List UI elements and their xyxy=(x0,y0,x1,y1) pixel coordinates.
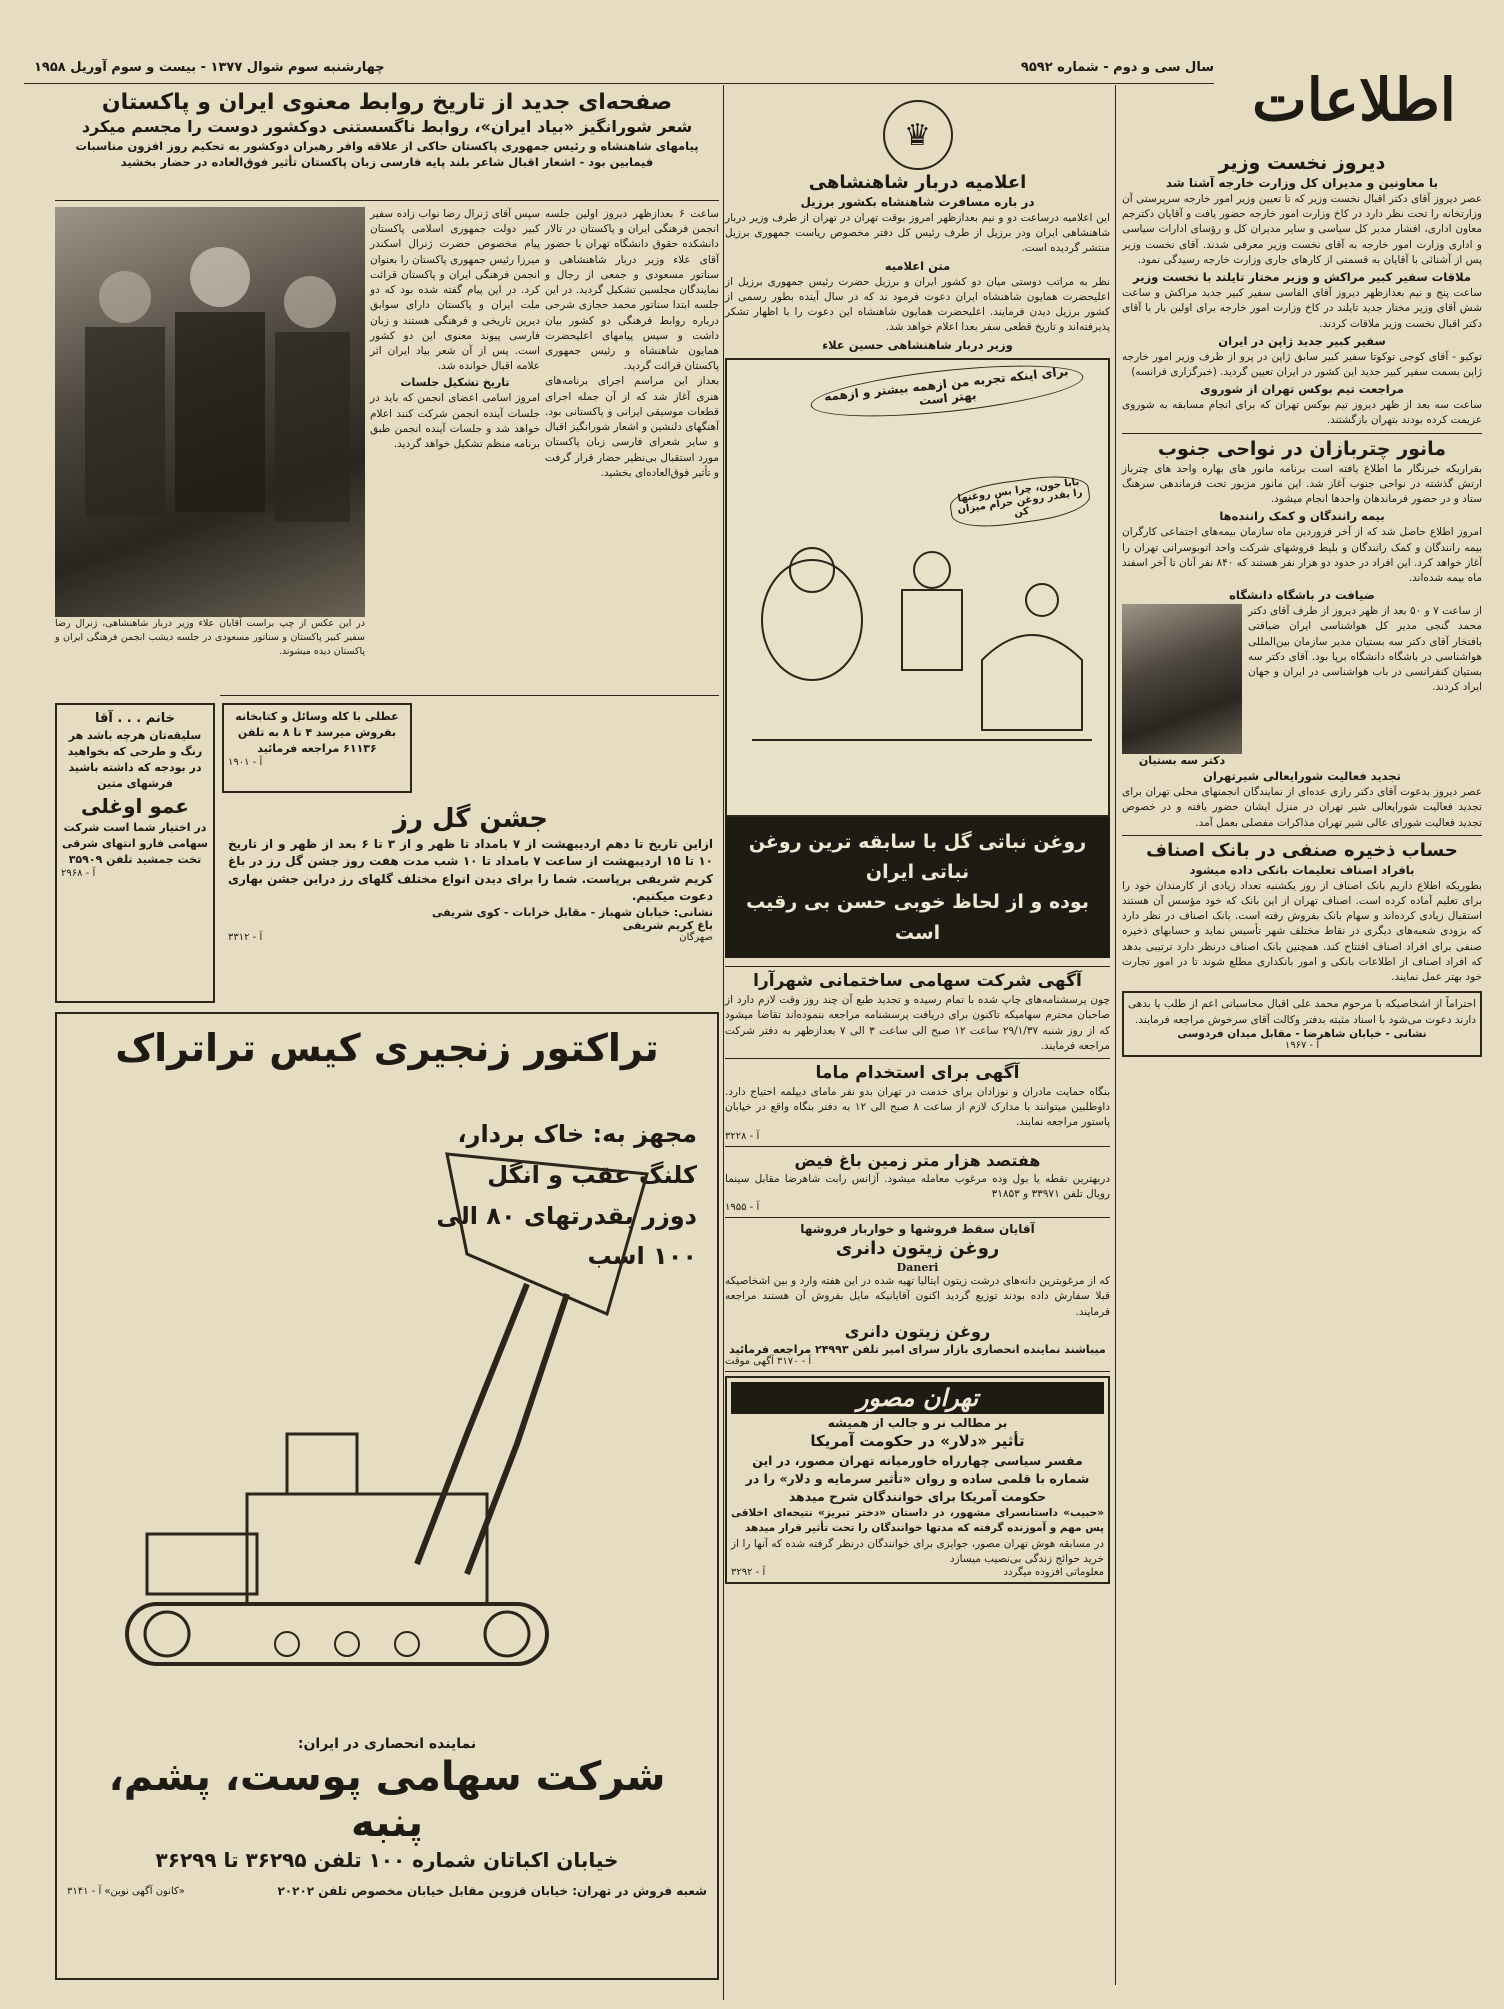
notice-ref: آ - ۱۹۶۷ xyxy=(1284,1039,1320,1051)
rose-ad xyxy=(222,800,719,1012)
oil-ad-line1: روغن نباتی گل با سابقه ترین روغن نباتی ایران xyxy=(748,830,1087,883)
pakistan-head1: صفحه‌ای جدید از تاریخ روابط معنوی ایران و پاکستان xyxy=(101,90,673,115)
magazine-ref: آ - ۳۲۹۲ xyxy=(731,1566,766,1578)
tractor-agent: نماینده انحصاری در ایران: xyxy=(297,1736,477,1752)
furs-head: خانم . . . آقا xyxy=(94,711,176,726)
peru-body: توکیو - آقای کوجی توکوتا سفیر کبیر سابق ژاپن در پرو از طرف وزیر امور خارجه ژاپن بسمت سفیر کبیر جدید این کشور در ایران تعیین گردید. (خبرگزاری فرانسه) xyxy=(1122,350,1482,378)
pakistan-article3: بعداز این مراسم اجرای برنامه‌های هنری آغاز شد که از آن جمله اجرای قطعات موسیقی ایرانی و پاکستانی بود. آهنگهای دلنشین و اشعار شورانگیز اقبال و سایر شعرای فارسی زبان پاکستان مورد استقبال بی‌نظیر حضار قرار گرفت و تأثیر فوق‌العاده‌ای بخشید. xyxy=(545,375,719,479)
drivers-body: امروز اطلاع حاصل شد که از آخر فروردین ماه سازمان بیمه‌های اجتماعی کارگران بیمه رانندگان و کمک رانندگان و بلیط فروشهای شرکت واحد اتوبوسرانی تهران را آغاز خواهد کرد. این افراد در حدود دو هزار نفر هستند که ۸۴۰ نفر آنان تا آخر اسفند ماه بیمه شده‌اند. xyxy=(1122,526,1482,584)
furs-body: سلیقه‌تان هرچه باشد هر رنگ و طرحی که بخواهید در بودجه که داشته باشید فرشهای متین xyxy=(67,729,203,790)
notice-address: نشانی - خیابان شاهرضا - مقابل میدان فردوسی xyxy=(1177,1027,1427,1040)
maneuver-body: بقراریکه خبرنگار ما اطلاع یافته است برنامه مانور های بهاره واحد های چترباز ارتش گذشته در نواحی جنوب آغاز شد. این مانور مزبور تحت فرماندهی سرهنگ ستاد و در حضور فرماندهان واحدها انجام میشود. xyxy=(1122,462,1482,506)
bank-headline: حساب ذخیره صنفی در بانک اصناف xyxy=(1146,839,1458,861)
center-column xyxy=(725,100,1110,1980)
rose-phone: صهرگان xyxy=(679,931,713,943)
cartoon-drawing xyxy=(732,510,1102,760)
decree-signature: وزیر دربار شاهنشاهی حسین علاء xyxy=(822,337,1013,352)
magazine-ad xyxy=(725,1376,1110,1584)
hire-body: بنگاه حمایت مادران و نوزادان برای خدمت در تهران بدو نفر مامای دیپلمه احتیاج دارد. داوطلبین میتوانند با مدارک لازم از ساعت ۸ صبح الی ۱۲ به دفتر بنگاه واقع در خیابان پاستور مراجعه نمایند. xyxy=(725,1085,1110,1129)
decree-title: اعلامیه دربار شاهنشاهی xyxy=(808,172,1027,193)
furs-ad xyxy=(55,703,215,1003)
tractor-branch: شعبه فروش در تهران: خیابان قزوین مقابل خیابان مخصوص تلفن ۲۰۲۰۲ xyxy=(277,1884,707,1898)
magazine-title: تهران مصور xyxy=(731,1382,1104,1414)
magazine-sub1: بر مطالب نر و جالب از همیشه xyxy=(827,1415,1008,1430)
furs-ref: آ - ۲۹۶۸ xyxy=(61,867,96,879)
magazine-footer: معلوماتی افزوده میگردد xyxy=(1003,1566,1104,1578)
oil-en-brand: Daneri xyxy=(896,1261,939,1275)
masthead-logo: اطلاعات xyxy=(1252,66,1456,134)
peru-head: سفیر کبیر جدید ژاپن در ایران xyxy=(1218,333,1386,348)
furs-body2: در اختیار شما است شرکت سهامی فارو انتهای شرقی تخت جمشید تلفن ۳۵۹۰۹ xyxy=(62,820,208,866)
share-body: چون پرسشنامه‌های چاپ شده با تمام رسیده و تجدید طبع آن چند روز وقت لازم دارد از صاحبان محترم سهامیکه تاکنون برای دریافت پرسشنامه مراجعه ننموده‌اند تقاضا میشود که از روز شنبه ۲۹/۱/۳۷ ساعت ۱۲ صبح الی ساعت ۳ الی ۷ بعدازظهر به دفتر شرکت مراجعه فرمایند. xyxy=(725,994,1111,1052)
oil-body: که از مرغوبترین دانه‌های درشت زیتون ایتالیا تهیه شده در این هفته وارد و بین اشخاصیکه قبلا سفارش داده بودند توزیع گردید اکنون آقایانیکه مایل بفروش آن هستند مراجعه فرمایند. xyxy=(725,1275,1110,1318)
rose-body: ازاین تاریخ تا دهم اردیبهشت از ۷ بامداد تا ظهر و از ۳ تا ۶ بعد از ظهر و از تاریخ ۱۰ تا ۱۵ اردیبهشت از ساعت ۷ بامداد تا ۱۰ شب مدت هفت روز جشن گل رز در باغ کریم شریفی برپاست. شما را برای دیدن انواع مختلف گلهای رز دراین جشن بهاری دعوت میکنیم. xyxy=(228,837,714,904)
magazine-contest: در مسابقه هوش تهران مصور، جوایزی برای خوانندگان درنظر گرفته شده که آنها را از خرید حوائج زندگی بی‌نصیب میسازد xyxy=(731,1537,1104,1565)
sebastian-caption: دکتر سه بستیان xyxy=(1138,754,1226,768)
pakistan-head2: شعر شورانگیز «بیاد ایران»، روابط ناگسستنی دوکشور دوست را مجسم میکرد xyxy=(81,117,693,136)
sebastian-body: از ساعت ۷ و ۵۰ بعد از ظهر دیروز از طرف آقای دکتر محمد گنجی مدیر کل هواشناسی ایران ضیافتی بافتخار آقای دکتر سه بستیان مدیر سازمان بین‌المللی هواشناسی در باشگاه دانشگاه برپا بود. آقای دکتر سه بستیان کنفرانسی در باب هواشناسی در ایران و جهان ایراد کردند. xyxy=(1248,605,1482,694)
rose-address: نشانی: خیابان شهباز - مقابل خرابات - کوی شریفی xyxy=(432,905,713,919)
notice-text: احتراماً از اشخاصیکه با مرحوم محمد علی اقبال محاسباتی اعم از طلب یا بدهی دارند دعوت می‌شود با اسناد مثبته بدفتر وکالت آقای سرخوش مراجعه فرمایند. xyxy=(1128,998,1476,1026)
cartoon-ad xyxy=(725,358,1110,817)
shop-ref: آ - ۱۹۰۱ xyxy=(228,756,263,768)
shop-body: عطلی با کله وسائل و کتابخانه بفروش میرسد ۴ تا ۸ به تلفن ۶۱۱۳۶ مراجعه فرمائید xyxy=(235,710,399,755)
ussr-body: ساعت سه بعد از ظهر دیروز تیم بوکس تهران که برای انجام مسابقه به شوروی عزیمت کرده بودند بتهران بازگشتند. xyxy=(1122,399,1482,427)
decree-text-head: متن اعلامیه xyxy=(884,258,951,273)
pakistan-article1: ساعت ۶ بعدازظهر دیروز اولین جلسه انجمن فرهنگی ایران و پاکستان در تالار دانشکده حقوق دانشگاه تهران با حضور آقای علاء وزیر دربار شاهنشاهی و سناتور مسعودی و جمعی از رجال و نمایندگان مجلسین تشکیل گردید. در این جلسه ابتدا سناتور محمد حجازی شرحی درباره روابط فرهنگی دو کشور بیان داشت و سپس پیامهای اعلیحضرت همایون شاهنشاه و رئیس جمهوری پاکستان قرائت گردید. xyxy=(545,208,719,373)
tractor-illustration xyxy=(87,1134,687,1714)
masthead-date: چهارشنبه سوم شوال ۱۳۷۷ - بیست و سوم آوریل ۱۹۵۸ xyxy=(34,60,385,75)
maneuver-headline: مانور چتربازان در نواحی جنوب xyxy=(1157,437,1447,460)
decree-subtitle: در باره مسافرت شاهنشاه بکشور برزیل xyxy=(800,195,1035,209)
cartoon-bubble: برای اینکه تجربه من ازهمه بیشتر و ازهمه بهتر است xyxy=(809,355,1086,425)
history-head: تاریخ تشکیل جلسات xyxy=(400,376,510,390)
pakistan-article2: سپس آقای ژنرال رضا نواب زاده سفیر کبیر دولت جمهوری اسلامی پاکستان پیام مخصوص حضرت ژنرال اسکندر میرزا رئیس جمهوری پاکستان را بعنوان انجمن فرهنگی ایران و پاکستان قرائت کرد. در این پیام گفته شده بود که دو ملت ایران و پاکستان دارای سوابق دیرین تاریخی و فرهنگی هستند و زبان فارسی پیوند معنوی این دو کشور است. پس از آن شعر بیاد ایران اثر علامه اقبال خوانده شد. xyxy=(370,208,540,373)
furs-brand: عمو اوغلی xyxy=(81,793,189,818)
oil-brand2: روغن زیتون دانری xyxy=(844,1321,991,1341)
amb-head: ملاقات سفیر کبیر مراکش و وزیر مختار تایلند با نخست وزیر xyxy=(1133,270,1471,285)
oil-brand: روغن زیتون دانری xyxy=(835,1238,1000,1260)
regional-head: تجدید فعالیت شورایعالی شیرتهران xyxy=(1203,769,1401,784)
regional-body: عصر دیروز بدعوت آقای دکتر رازی عده‌ای از نمایندگان انجمنهای محلی تهران برای تجدید فعالیت شورایعالی شیر تهران در منزل ایشان حضور یافته و در خصوص تجدید فعالیت شورای عالی شیر تهران مذاکرات مفصلی بعمل آمد. xyxy=(1122,786,1482,829)
pakistan-head3: پیامهای شاهنشاه و رئیس جمهوری پاکستان حاکی از علاقه وافر رهبران دوکشور به تحکیم روز افزون مناسبات فیمابین بود - اشعار اقبال شاعر بلند پایه فارسی زبان پاکستان تأثیر فوق‌العاده در حضار بخشید xyxy=(75,139,699,170)
pakistan-photo xyxy=(55,207,365,617)
history-body: امروز اسامی اعضای انجمن که باید در جلسات آینده انجمن شرکت کنند اعلام خواهد شد و جلسات آینده انجمن طبق برنامه منظم تشکیل خواهد گردید. xyxy=(370,392,540,451)
tractor-company: شرکت سهامی پوست، پشم، پنبه xyxy=(108,1754,666,1846)
tractor-equipment: مجهز به: خاک بردار، کلنگ عقب و انگل دوزر بقدرتهای ۸۰ الی ۱۰۰ اسب xyxy=(436,1120,697,1271)
sebastian-head: ضیافت در باشگاه دانشگاه xyxy=(1229,588,1375,603)
decree-text: نظر به مراتب دوستی میان دو کشور ایران و برزیل حضرت رئیس جمهوری برزیل از اعلیحضرت همایون شاهنشاه ایران دعوت فرمود ند که در سال آینده بطور رسمی از کشور برزیل دیدن فرمایند. اعلیحضرت همایون شاهنشاه این دعوت را با اظهار تشکر پذیرفته‌اند و تاریخ قطعی سفر بعدا اعلام خواهد شد. xyxy=(725,275,1110,334)
pm-body: عصر دیروز آقای دکتر اقبال نخست وزیر که تا تعیین وزیر امور خارجه سرپرستی آن وزارتخانه را تحت نظر دارد در کاخ وزارت امور خارجه حضور یافت و آقایان دکترجم معاون اداری، افشار مدیر کل سیاسی و سایر مدیران کل و رؤسای ادارات سیاسی و اداری وزارت امور خارجه به آقای نخست وزیر معرفی شدند. آقای نخست وزیر پس از آشنائی با آقایان به قسمتی از کارهای جاری وزارت خارجه رسیدگی نمود. xyxy=(1122,193,1482,266)
pm-subhead: با معاونین و مدیران کل وزارت خارجه آشنا شد xyxy=(1165,176,1439,190)
bank-subhead: بافراد اصناف تعلیمات بانکی داده میشود xyxy=(1189,862,1415,877)
tractor-address: خیابان اکباتان شماره ۱۰۰ تلفن ۳۶۲۹۵ تا ۳۶۲۹۹ xyxy=(155,1848,619,1872)
land-body: دربهترین نقطه یا بول وده مرغوب معامله میشود. آژانس رابت شاهرضا مقابل سینما رویال تلفن ۳۳۹۷۱ و ۳۱۸۵۳ xyxy=(725,1172,1110,1200)
pm-headline: دیروز نخست وزیر xyxy=(1218,152,1386,174)
crown-emblem-icon: ♛ xyxy=(883,100,953,170)
sebastian-photo xyxy=(1122,604,1242,754)
tractor-ref: «کانون آگهی نوین» آ - ۳۱۴۱ xyxy=(67,1885,185,1897)
pakistan-photo-figures xyxy=(55,207,365,617)
hire-ref: آ - ۳۲۲۸ xyxy=(725,1130,760,1142)
decree-body: این اعلامیه درساعت دو و نیم بعدازظهر امروز بوقت تهران در تهران از طرف وزیر دربار شاهنشاهی ایران ودر برزیل از طرف رئیس کل دفتر مخصوص ریاست جمهوری برزیل منتشر گردیده است. xyxy=(725,212,1110,255)
ussr-head: مراجعت تیم بوکس تهران از شوروی xyxy=(1200,382,1404,397)
magazine-sub2: تأثیر «دلار» در حکومت آمریکا xyxy=(810,1431,1025,1450)
hire-head: آگهی برای استخدام ماما xyxy=(815,1062,1020,1083)
notice-box xyxy=(1122,991,1482,1056)
land-head: هفتصد هزار متر زمین باغ فیض xyxy=(794,1150,1041,1170)
amb-body: ساعت پنج و نیم بعدازظهر دیروز آقای الفاسی سفیر کبیر جدید مراکش و ساعت شش آقای وزیر مختار جدید تایلند در کاخ وزارت امور خارجه برای اولین بار با آقای دکتر اقبال نخست وزیر ملاقات کردند. xyxy=(1122,287,1482,330)
tractor-ad xyxy=(55,1012,719,1980)
pakistan-headline-block xyxy=(55,88,719,198)
rose-ref: آ - ۳۳۱۲ xyxy=(228,931,263,943)
share-head: آگهی شرکت سهامی ساختمانی شهرآرا xyxy=(753,971,1082,992)
shop-ad xyxy=(222,703,412,793)
cartoon-speech: بابا جون، چرا بس روغنها را بقدر روغن حرام میزان کن xyxy=(948,470,1093,532)
tractor-title: تراکتور زنجیری کیس تراتراک xyxy=(115,1026,659,1070)
oil-ref: آ - ۳۱۷۰ آگهی موقت xyxy=(725,1355,812,1367)
land-ref: آ - ۱۹۵۵ xyxy=(725,1202,760,1214)
bank-body: بطوریکه اطلاع داریم بانک اصناف از روز یکشنبه تعداد زیادی از کارمندان خود را برای تعلیم آماده کرده است. اصناف تهران از این بانک که خود مؤسس آن هستند استقبال زیادی کرده‌اند و سهام بانک بفروش رفته است. بانک اصناف در نظر دارد که بزودی شعبه‌های دیگری در نقاط مختلف شهر تأسیس نماید و حسابهای ذخیره صنفی برای افراد اصناف افتتاح کند. همچنین بانک اصناف درنظر دارد ترتیبی بدهد که افراد اصناف از اطلاعات بانکی و امور بانکداری مطلع شوند تا در امور تجارت خود بهتر عمل نمایند. xyxy=(1122,879,1482,984)
drivers-head: بیمه رانندگان و کمک راننده‌ها xyxy=(1219,509,1385,524)
masthead-volume: سال سی و دوم - شماره ۹۵۹۲ xyxy=(1020,60,1214,75)
oil-ad-banner xyxy=(725,817,1110,959)
oil-head1: آقایان سقط فروشها و خواربار فروشها xyxy=(800,1222,1035,1237)
oil-footer: میباشند نماینده انحصاری بازار سرای امیر تلفن ۲۴۹۹۳ مراجعه فرمائید xyxy=(729,1342,1106,1356)
pakistan-photo-caption: در این عکس از چپ براست آقایان علاء وزیر دربار شاهنشاهی، ژنرال رضا سفیر کبیر پاکستان و سناتور مسعودی در جلسه دیشب انجمن فرهنگی ایران و پاکستان دیده میشوند. xyxy=(55,618,365,657)
rose-head: جشن گل رز xyxy=(393,804,548,834)
magazine-lead: مفسر سیاسی چهارراه خاورمیانه تهران مصور، در این شماره با قلمی ساده و روان «تأثیر سرمایه و دلار» را در حکومت آمریکا برای خوانندگان شرح میدهد xyxy=(745,1452,1090,1504)
rose-address2: باغ کریم شریفی xyxy=(622,918,713,932)
magazine-story: «حبیب» داستانسرای مشهور، در داستان «دختر تبریز» نتیجه‌ای اخلاقی پس مهم و آموزنده گرفته که مدتها خوانندگان را تحت تأثیر قرار میدهد xyxy=(731,1507,1104,1535)
oil-ad-line2: بوده و از لحاظ خوبی حسن بی رقیب است xyxy=(746,891,1089,944)
